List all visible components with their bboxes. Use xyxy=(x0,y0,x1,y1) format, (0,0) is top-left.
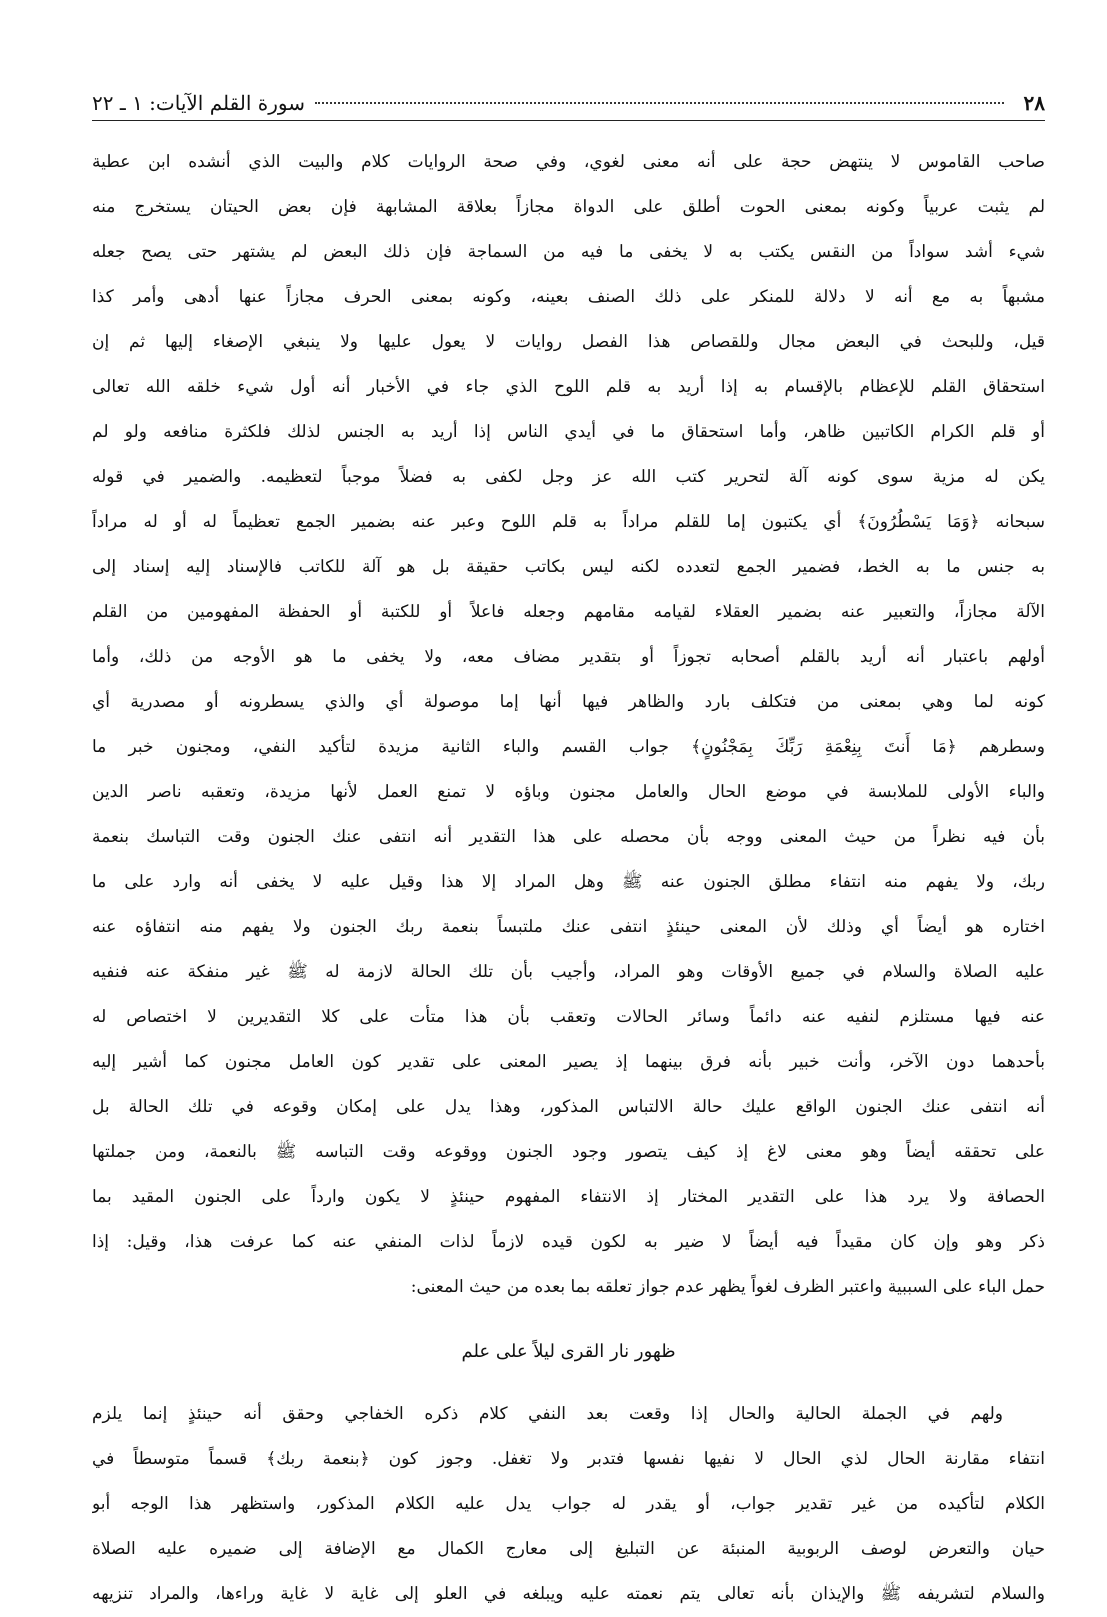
page-header xyxy=(92,86,1045,121)
text-line: عنه فيها مستلزم لنفيه عنه دائماً وسائر الحالات وتعقب بأن هذا متأت على كلا التقديرين لا اختصاص له xyxy=(92,1007,1045,1027)
text-line: يكن له مزية سوى كونه آلة لتحرير كتب الله عز وجل لكفى به فضلاً موجباً لتعظيمه. والضمير في قوله xyxy=(92,467,1045,487)
text-line: وسطرهم ﴿مَا أَنتَ بِنِعْمَةِ رَبِّكَ بِمَجْنُونٍ﴾ جواب القسم والباء الثانية مزيدة لتأكيد النفي، ومجنون خبر ما xyxy=(92,737,1045,757)
text-line: الآلة مجازاً، والتعبير عنه بضمير العقلاء لقيامه مقامهم وجعله فاعلاً أو للكتبة أو الحفظة المفهومين من القلم xyxy=(92,602,1045,622)
text-line: الكلام لتأكيده من غير تقدير جواب، أو يقدر له جواب يدل عليه الكلام المذكور، واستظهر هذا الوجه أبو xyxy=(92,1494,1045,1514)
text-line: قيل، وللبحث في البعض مجال وللقصاص هذا الفصل روايات لا يعول عليها ولا ينبغي الإصغاء إليها ثم إن xyxy=(92,332,1045,352)
text-line: صاحب القاموس لا ينتهض حجة على أنه معنى لغوي، وفي صحة الروايات كلام والبيت الذي أنشده ابن عطية xyxy=(92,152,1045,172)
text-line: بأن فيه نظراً من حيث المعنى ووجه بأن محصله على هذا التقدير أنه انتفى عنك الجنون وقت التباسك بنعمة xyxy=(92,827,1045,847)
text-line: حمل الباء على السببية واعتبر الظرف لغواً يظهر عدم جواز تعلقه بما بعده من حيث المعنى: xyxy=(410,1277,1045,1297)
text-line: والباء الأولى للملابسة في موضع الحال والعامل مجنون وباؤه لا تمنع العمل لأنها مزيدة، وتعقبه ناصر الدين xyxy=(92,782,1045,802)
text-line: حيان والتعرض لوصف الربوبية المنبئة عن التبليغ إلى معارج الكمال مع الإضافة إلى ضميره عليه الصلاة xyxy=(92,1539,1045,1559)
text-line: لم يثبت عربياً وكونه بمعنى الحوت أطلق على الدواة مجازاً بعلاقة المشابهة فإن بعض الحيتان يستخرج منه xyxy=(92,197,1045,217)
poetry-verse: ظهور نار القرى ليلاً على علم xyxy=(461,1341,676,1362)
text-line: على تحققه أيضاً وهو معنى لاغ إذ كيف يتصور وجود الجنون ووقوعه وقت التباسه ﷺ بالنعمة، ومن جملتها xyxy=(92,1142,1045,1162)
text-line: كونه لما وهي بمعنى من فتكلف بارد والظاهر فيها أنها إما موصولة أي والذي يسطرونه أو مصدرية أي xyxy=(92,692,1045,712)
text-line: أنه انتفى عنك الجنون الواقع عليك حالة الالتباس المذكور، وهذا يدل على إمكان وقوعه في تلك الحالة بل xyxy=(92,1097,1045,1117)
page-number: ٢٨ xyxy=(1023,91,1045,115)
text-line: شيء أشد سواداً من النقس يكتب به لا يخفى ما فيه من السماجة فإن ذلك البعض لم يشتهر حتى يصح جعله xyxy=(92,242,1045,262)
text-line: اختاره هو أيضاً أي وذلك لأن المعنى حينئذٍ انتفى عنك ملتبساً بنعمة ربك الجنون ولا يفهم منه انتفاؤه عنه xyxy=(92,917,1045,937)
text-line: مشبهاً به مع أنه لا دلالة للمنكر على ذلك الصنف بعينه، وكونه بمعنى الحرف مجازاً عنها أدهى وأمر كذا xyxy=(92,287,1045,307)
text-line: ذكر وهو وإن كان مقيداً فيه أيضاً لا ضير به لكون قيده لازماً لذات المنفي عنه كما عرفت هذا، وقيل: إذا xyxy=(92,1232,1045,1252)
text-line: ربك، ولا يفهم منه انتفاء مطلق الجنون عنه ﷺ وهل المراد إلا هذا وقيل عليه لا يخفى أنه وارد على ما xyxy=(92,872,1045,892)
text-line: الحصافة ولا يرد هذا على التقدير المختار إذ الانتفاء المفهوم حينئذٍ لا يكون وارداً على الجنون المقيد بما xyxy=(92,1187,1045,1207)
text-line: أو قلم الكرام الكاتبين ظاهر، وأما استحقاق ما في أيدي الناس إذا أريد به الجنس لذلك فلكثرة منافعه ولو لم xyxy=(92,422,1045,442)
text-line: ولهم في الجملة الحالية والحال إذا وقعت بعد النفي كلام ذكره الخفاجي وحقق أنه حينئذٍ إنما يلزم xyxy=(92,1404,1003,1424)
body-text xyxy=(92,140,1045,1617)
text-line: انتفاء مقارنة الحال لذي الحال لا نفيها نفسها فتدبر ولا تغفل. وجوز كون ﴿بنعمة ربك﴾ قسماً متوسطاً في xyxy=(92,1449,1045,1469)
text-line: عليه الصلاة والسلام في جميع الأوقات وهو المراد، وأجيب بأن تلك الحالة لازمة له ﷺ غير منفكة عنه فنفيه xyxy=(92,962,1045,982)
text-line: والسلام لتشريفه ﷺ والإيذان بأنه تعالى يتم نعمته عليه ويبلغه في العلو إلى غاية لا غاية وراءها، والمراد تنزيهه xyxy=(92,1584,1045,1604)
text-line: استحقاق القلم للإعظام بالإقسام به إذا أريد به قلم اللوح الذي جاء في الأخبار أنه أول شيء خلقه الله تعالى xyxy=(92,377,1045,397)
text-line: سبحانه ﴿وَمَا يَسْطُرُونَ﴾ أي يكتبون إما للقلم مراداً به قلم اللوح وعبر عنه بضمير الجمع تعظيماً له أو له مراداً xyxy=(92,512,1045,532)
text-line: أولهم باعتبار أنه أريد بالقلم أصحابه تجوزاً أو بتقدير مضاف معه، ولا يخفى ما هو الأوجه من ذلك، وأما xyxy=(92,647,1045,667)
text-line: به جنس ما به الخط، فضمير الجمع لتعدده لكنه ليس بكاتب حقيقة بل هو آلة للكاتب فالإسناد إليه إسناد إلى xyxy=(92,557,1045,577)
header-dotted-leader xyxy=(315,102,1004,104)
running-title: سورة القلم الآيات: ١ ـ ٢٢ xyxy=(92,91,305,115)
text-line: بأحدهما دون الآخر، وأنت خبير بأنه فرق بينهما إذ يصير المعنى على تقدير كون العامل مجنون كما أشير إليه xyxy=(92,1052,1045,1072)
